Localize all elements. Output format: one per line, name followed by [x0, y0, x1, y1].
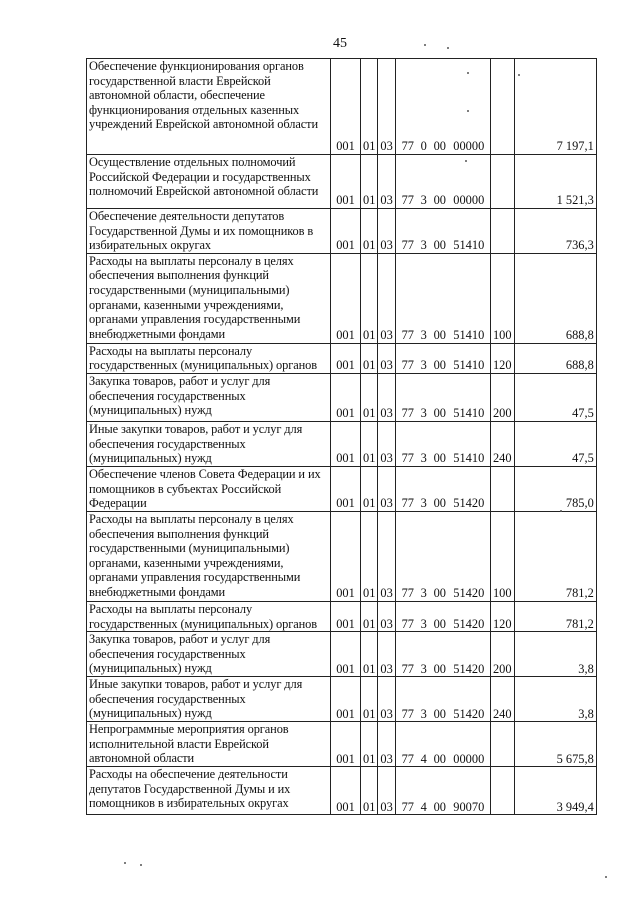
target-article-direction: 00000	[453, 751, 485, 766]
target-article-program: 77	[401, 706, 414, 721]
subsection-code: 03	[378, 767, 395, 815]
ministry-code: 001	[331, 722, 361, 767]
scan-speck	[424, 44, 426, 46]
row-name	[87, 155, 331, 209]
target-article-subprogram: 3	[420, 616, 427, 631]
budget-table-body	[87, 59, 597, 815]
scan-speck	[140, 864, 142, 866]
row-name	[87, 767, 331, 815]
row-name-text: Иные закупки товаров, работ и услуг для обеспечения государственных (муниципальных) нужд	[89, 677, 303, 721]
target-article-program: 77	[401, 586, 414, 601]
ministry-code: 001	[331, 767, 361, 815]
row-name	[87, 343, 331, 373]
row-name	[87, 373, 331, 421]
target-article-program: 77	[401, 496, 414, 511]
target-article-code	[395, 373, 490, 421]
section-code: 01	[361, 155, 378, 209]
target-article-code	[395, 59, 490, 155]
row-name-text: Расходы на выплаты персоналу в целях обеспечения выполнения функций государственными (муниципальными) органами, казенными учреждениями, органами управления государственными внебюджетными фондами	[89, 253, 301, 341]
scan-speck	[124, 862, 126, 864]
expense-type-code: 120	[490, 601, 514, 631]
table-row	[87, 343, 597, 373]
target-article-subprogram: 3	[420, 358, 427, 373]
expense-type-code	[490, 767, 514, 815]
amount-value: 781,2	[514, 511, 596, 601]
target-article-code	[395, 511, 490, 601]
expense-type-code	[490, 209, 514, 254]
target-article-subprogram: 4	[420, 799, 427, 814]
subsection-code: 03	[378, 632, 395, 677]
target-article-subprogram: 3	[420, 706, 427, 721]
section-code: 01	[361, 373, 378, 421]
section-code: 01	[361, 421, 378, 466]
section-code: 01	[361, 677, 378, 722]
table-row	[87, 722, 597, 767]
target-article-program: 77	[401, 661, 414, 676]
table-row	[87, 511, 597, 601]
section-code: 01	[361, 253, 378, 343]
amount-value: 3,8	[514, 677, 596, 722]
expense-type-code: 120	[490, 343, 514, 373]
expense-type-code: 100	[490, 253, 514, 343]
target-article-main-event: 00	[433, 451, 446, 466]
row-name-text: Непрограммные мероприятия органов исполнительной власти Еврейской автономной области	[89, 722, 289, 766]
row-name	[87, 601, 331, 631]
row-name-text: Расходы на выплаты персоналу государственных (муниципальных) органов	[89, 343, 317, 373]
row-name	[87, 511, 331, 601]
target-article-main-event: 00	[433, 496, 446, 511]
target-article-code	[395, 421, 490, 466]
ministry-code: 001	[331, 253, 361, 343]
amount-value: 1 521,3	[514, 155, 596, 209]
row-name	[87, 421, 331, 466]
row-name-text: Обеспечение деятельности депутатов Государственной Думы и их помощников в избирательных округах	[89, 209, 314, 253]
amount-value: 688,8	[514, 343, 596, 373]
table-row	[87, 466, 597, 511]
target-article-main-event: 00	[433, 139, 446, 154]
table-row	[87, 155, 597, 209]
target-article-main-event: 00	[433, 406, 446, 421]
subsection-code: 03	[378, 421, 395, 466]
ministry-code: 001	[331, 601, 361, 631]
amount-value: 785,0	[514, 466, 596, 511]
target-article-subprogram: 0	[420, 139, 427, 154]
amount-value: 781,2	[514, 601, 596, 631]
ministry-code: 001	[331, 677, 361, 722]
table-row	[87, 59, 597, 155]
section-code: 01	[361, 511, 378, 601]
target-article-program: 77	[401, 238, 414, 253]
target-article-direction: 51420	[453, 496, 485, 511]
target-article-main-event: 00	[433, 799, 446, 814]
target-article-subprogram: 3	[420, 496, 427, 511]
scan-speck	[560, 510, 562, 512]
section-code: 01	[361, 466, 378, 511]
amount-value: 688,8	[514, 253, 596, 343]
target-article-direction: 51420	[453, 586, 485, 601]
target-article-program: 77	[401, 139, 414, 154]
amount-value: 736,3	[514, 209, 596, 254]
target-article-program: 77	[401, 406, 414, 421]
subsection-code: 03	[378, 253, 395, 343]
target-article-direction: 51420	[453, 661, 485, 676]
target-article-main-event: 00	[433, 586, 446, 601]
row-name-text: Расходы на обеспечение деятельности депутатов Государственной Думы и их помощников в избирательных округах	[89, 767, 291, 811]
target-article-code	[395, 466, 490, 511]
expense-type-code: 240	[490, 421, 514, 466]
row-name-text: Иные закупки товаров, работ и услуг для обеспечения государственных (муниципальных) нужд	[89, 421, 303, 466]
row-name	[87, 632, 331, 677]
target-article-main-event: 00	[433, 193, 446, 208]
target-article-direction: 00000	[453, 193, 485, 208]
target-article-direction: 51420	[453, 616, 485, 631]
subsection-code: 03	[378, 511, 395, 601]
subsection-code: 03	[378, 677, 395, 722]
target-article-subprogram: 3	[420, 193, 427, 208]
amount-value: 7 197,1	[514, 59, 596, 155]
scan-speck	[518, 74, 520, 76]
target-article-program: 77	[401, 358, 414, 373]
expense-type-code: 100	[490, 511, 514, 601]
target-article-direction: 51410	[453, 358, 485, 373]
amount-value: 3,8	[514, 632, 596, 677]
target-article-subprogram: 3	[420, 238, 427, 253]
expense-type-code	[490, 466, 514, 511]
subsection-code: 03	[378, 466, 395, 511]
table-row	[87, 253, 597, 343]
scan-speck	[447, 47, 449, 49]
subsection-code: 03	[378, 373, 395, 421]
target-article-code	[395, 601, 490, 631]
target-article-direction: 51410	[453, 451, 485, 466]
subsection-code: 03	[378, 59, 395, 155]
target-article-program: 77	[401, 451, 414, 466]
expense-type-code: 200	[490, 373, 514, 421]
section-code: 01	[361, 601, 378, 631]
target-article-code	[395, 677, 490, 722]
subsection-code: 03	[378, 209, 395, 254]
section-code: 01	[361, 209, 378, 254]
target-article-main-event: 00	[433, 661, 446, 676]
subsection-code: 03	[378, 155, 395, 209]
section-code: 01	[361, 59, 378, 155]
table-row	[87, 373, 597, 421]
target-article-direction: 51410	[453, 238, 485, 253]
row-name	[87, 677, 331, 722]
table-row	[87, 421, 597, 466]
target-article-direction: 90070	[453, 799, 485, 814]
section-code: 01	[361, 722, 378, 767]
target-article-main-event: 00	[433, 616, 446, 631]
amount-value: 3 949,4	[514, 767, 596, 815]
target-article-program: 77	[401, 616, 414, 631]
target-article-main-event: 00	[433, 751, 446, 766]
target-article-subprogram: 4	[420, 751, 427, 766]
expense-type-code	[490, 59, 514, 155]
expense-type-code	[490, 722, 514, 767]
target-article-main-event: 00	[433, 328, 446, 343]
target-article-main-event: 00	[433, 706, 446, 721]
table-row	[87, 601, 597, 631]
amount-value: 47,5	[514, 373, 596, 421]
row-name	[87, 209, 331, 254]
target-article-program: 77	[401, 328, 414, 343]
target-article-subprogram: 3	[420, 328, 427, 343]
section-code: 01	[361, 767, 378, 815]
target-article-direction: 00000	[453, 139, 485, 154]
target-article-code	[395, 209, 490, 254]
row-name-text: Осуществление отдельных полномочий Российской Федерации и государственных полномочий Еврейской автономной области	[89, 155, 319, 199]
ministry-code: 001	[331, 421, 361, 466]
page-number: 45	[333, 36, 347, 51]
target-article-code	[395, 155, 490, 209]
row-name-text: Обеспечение функционирования органов государственной власти Еврейской автономной области, обеспечение функционирования отдельных казенных учреждений Еврейской автономной области	[89, 59, 319, 132]
table-row	[87, 632, 597, 677]
expense-type-code: 200	[490, 632, 514, 677]
target-article-direction: 51420	[453, 706, 485, 721]
amount-value: 5 675,8	[514, 722, 596, 767]
target-article-subprogram: 3	[420, 661, 427, 676]
row-name-text: Расходы на выплаты персоналу государственных (муниципальных) органов	[89, 601, 317, 631]
ministry-code: 001	[331, 343, 361, 373]
target-article-code	[395, 253, 490, 343]
target-article-program: 77	[401, 193, 414, 208]
target-article-code	[395, 343, 490, 373]
ministry-code: 001	[331, 466, 361, 511]
target-article-main-event: 00	[433, 238, 446, 253]
target-article-code	[395, 767, 490, 815]
row-name	[87, 253, 331, 343]
target-article-subprogram: 3	[420, 451, 427, 466]
table-row	[87, 677, 597, 722]
target-article-program: 77	[401, 799, 414, 814]
target-article-code	[395, 632, 490, 677]
target-article-subprogram: 3	[420, 406, 427, 421]
amount-value: 47,5	[514, 421, 596, 466]
row-name-text: Закупка товаров, работ и услуг для обеспечения государственных (муниципальных) нужд	[89, 373, 271, 418]
table-row	[87, 767, 597, 815]
ministry-code: 001	[331, 155, 361, 209]
subsection-code: 03	[378, 343, 395, 373]
scan-speck	[467, 110, 469, 112]
target-article-direction: 51410	[453, 328, 485, 343]
target-article-program: 77	[401, 751, 414, 766]
scan-speck	[467, 72, 469, 74]
ministry-code: 001	[331, 511, 361, 601]
row-name-text: Обеспечение членов Совета Федерации и их помощников в субъектах Российской Федерации	[89, 466, 321, 511]
ministry-code: 001	[331, 373, 361, 421]
expense-type-code	[490, 155, 514, 209]
section-code: 01	[361, 343, 378, 373]
budget-table	[86, 58, 597, 815]
scan-speck	[465, 160, 467, 162]
section-code: 01	[361, 632, 378, 677]
ministry-code: 001	[331, 632, 361, 677]
row-name	[87, 722, 331, 767]
expense-type-code: 240	[490, 677, 514, 722]
table-row	[87, 209, 597, 254]
target-article-subprogram: 3	[420, 586, 427, 601]
row-name-text: Расходы на выплаты персоналу в целях обеспечения выполнения функций государственными (муниципальными) органами, казенными учреждениями, органами управления государственными внебюджетными фондами	[89, 511, 301, 599]
row-name-text: Закупка товаров, работ и услуг для обеспечения государственных (муниципальных) нужд	[89, 632, 271, 676]
subsection-code: 03	[378, 722, 395, 767]
ministry-code: 001	[331, 59, 361, 155]
target-article-direction: 51410	[453, 406, 485, 421]
row-name	[87, 59, 331, 155]
ministry-code: 001	[331, 209, 361, 254]
row-name	[87, 466, 331, 511]
subsection-code: 03	[378, 601, 395, 631]
scan-speck	[605, 876, 607, 878]
target-article-code	[395, 722, 490, 767]
target-article-main-event: 00	[433, 358, 446, 373]
